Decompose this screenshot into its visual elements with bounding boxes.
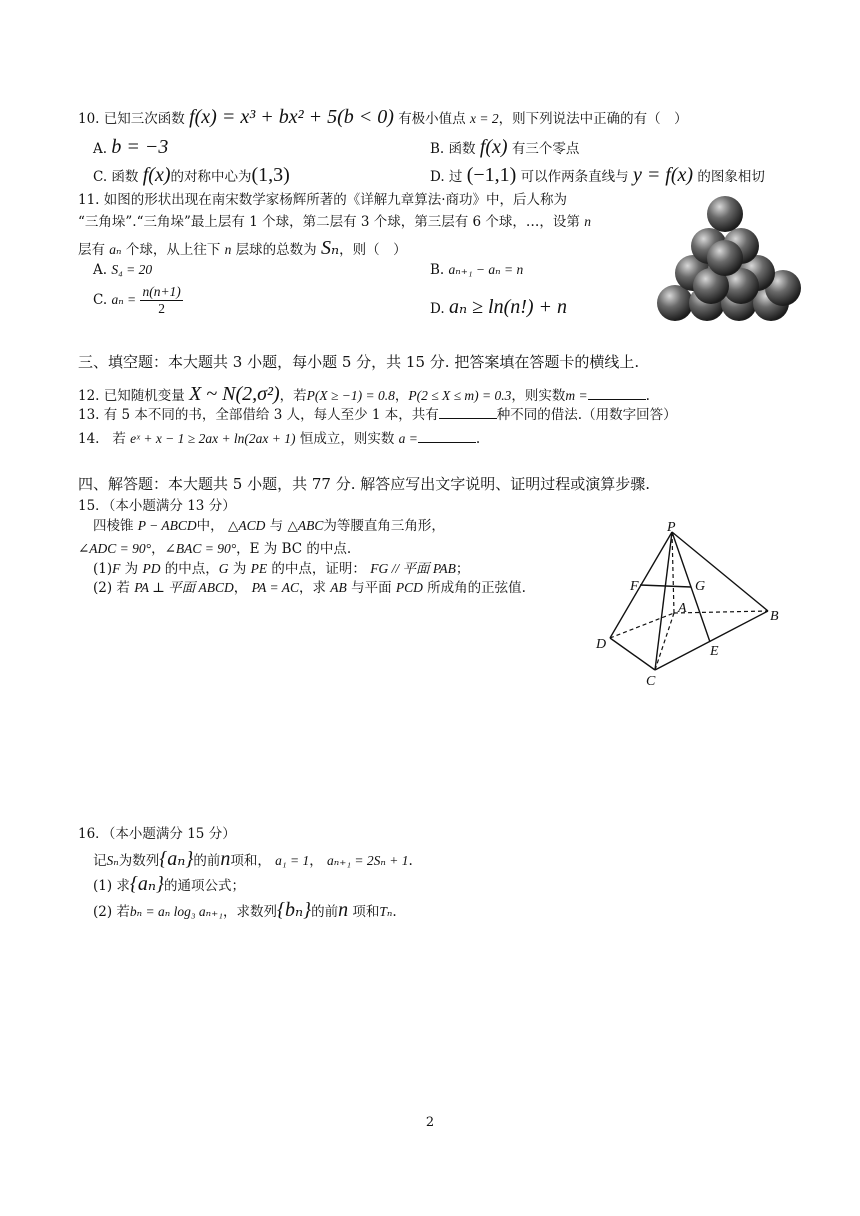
- pyramid-label-f: F: [630, 579, 639, 594]
- q10-stem: 10. 已知三次函数 f(x) = x³ + bx² + 5(b < 0) 有极小值点 x = 2，则下列说法中正确的有（ ）: [78, 106, 688, 128]
- q14-answer-blank: [418, 430, 476, 443]
- sphere-layer-1: [707, 196, 743, 232]
- q14: 14. 若 eˣ + x − 1 ≥ 2ax + ln(2ax + 1) 恒成立，则实数 a = .: [78, 431, 481, 447]
- q15-line1: 四棱锥 P − ABCD中， △ACD 与 △ABC为等腰直角三角形，: [93, 518, 445, 534]
- q15-line2: ∠ADC = 90°，∠BAC = 90°，E 为 BC 的中点.: [78, 541, 352, 557]
- page-number: 2: [425, 1115, 435, 1130]
- q11-stem-line2: “三角垛”.“三角垛”最上层有 1 个球，第二层有 3 个球，第三层有 6 个球，…，设第 n: [78, 214, 591, 230]
- q15-heading: 15．（本小题满分 13 分）: [78, 498, 236, 514]
- q10-number: 10.: [78, 111, 100, 127]
- pyramid-hidden-edges: [610, 532, 768, 670]
- q12: 12. 已知随机变量 X ~ N(2,σ²)，若P(X ≥ −1) = 0.8，P(2 ≤ X ≤ m) = 0.3，则实数m = .: [78, 383, 650, 405]
- q15-part1: (1)F 为 PD 的中点，G 为 PE 的中点，证明： FG // 平面 PAB；: [93, 561, 470, 577]
- q10-option-b: B. 函数 f(x) 有三个零点: [430, 136, 580, 158]
- pyramid-label-g: G: [695, 579, 706, 594]
- q10-option-a: A. b = −3: [93, 136, 169, 158]
- q11-stem-line3: 层有 aₙ 个球，从上往下 n 层球的总数为 Sₙ，则（ ）: [78, 237, 407, 259]
- pyramid-solid-edges: [610, 532, 768, 670]
- pyramid-label-d: D: [596, 637, 607, 652]
- q11-option-b: B. aₙ₊₁ − aₙ = n: [430, 262, 524, 278]
- pyramid-label-b: B: [770, 609, 779, 624]
- q13-answer-blank: [439, 406, 497, 419]
- q11-option-d: D. aₙ ≥ ln(n!) + n: [430, 296, 568, 318]
- sphere-stack-figure: [655, 190, 805, 325]
- section-solution-heading: 四、解答题：本大题共 5 小题，共 77 分. 解答应写出文字说明、证明过程或演算步骤.: [78, 475, 651, 493]
- pyramid-label-c: C: [646, 674, 656, 689]
- q11-option-a: A. S₄ = 20: [93, 262, 153, 278]
- q16-part1: (1) 求{aₙ}的通项公式；: [93, 873, 246, 895]
- pyramid-label-a: A: [678, 601, 687, 616]
- q11-stem-line1: 11. 如图的形状出现在南宋数学家杨辉所著的《详解九章算法·商功》中，后人称为: [78, 192, 568, 208]
- q11-option-c: C. aₙ = $\frac{n(n+1)}{2}$: [93, 284, 181, 317]
- q15-part2: (2) 若 PA ⊥ 平面 ABCD， PA = AC，求 AB 与平面 PCD 所成角的正弦值.: [93, 580, 526, 596]
- pyramid-label-e: E: [710, 644, 719, 659]
- section-fill-in-heading: 三、填空题：本大题共 3 小题，每小题 5 分，共 15 分. 把答案填在答题卡的横线上.: [78, 353, 640, 371]
- pyramid-label-p: P: [667, 520, 676, 535]
- q13: 13. 有 5 本不同的书，全部借给 3 人，每人至少 1 本，共有 种不同的借法.（用数字回答）: [78, 407, 677, 423]
- q16-line1: 记Sₙ为数列{aₙ}的前n项和， a₁ = 1， aₙ₊₁ = 2Sₙ + 1.: [93, 848, 413, 870]
- q10-function: f(x) = x³ + bx² + 5(b < 0): [189, 106, 394, 128]
- pyramid-figure: [590, 518, 790, 693]
- q12-answer-blank: [588, 387, 646, 400]
- q10-option-c: C. 函数 f(x)的对称中心为(1,3): [93, 164, 290, 186]
- q16-part2: (2) 若bₙ = aₙ log₃ aₙ₊₁，求数列{bₙ}的前n 项和Tₙ.: [93, 899, 397, 921]
- q11-option-c-fraction: $\frac{n(n+1)}{2}$: [142, 284, 181, 317]
- q10-option-d: D. 过 (−1,1) 可以作两条直线与 y = f(x) 的图象相切: [430, 164, 765, 186]
- q16-heading: 16．（本小题满分 15 分）: [78, 826, 236, 842]
